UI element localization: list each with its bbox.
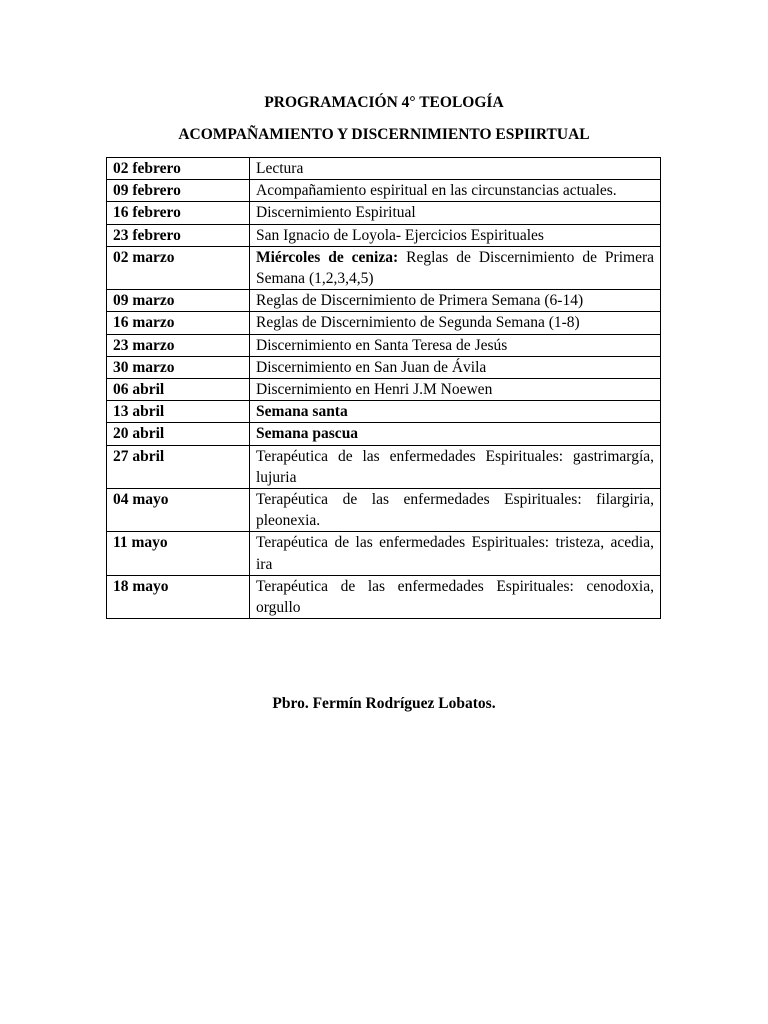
topic-cell <box>250 246 661 289</box>
table-row <box>107 224 661 246</box>
topic-text: Terapéutica de las enfermedades Espirituales: tristeza, acedia, ira <box>256 534 654 573</box>
table-row <box>107 401 661 423</box>
topic-text: San Ignacio de Loyola- Ejercicios Espirituales <box>256 226 544 244</box>
table-row <box>107 246 661 289</box>
document-title: PROGRAMACIÓN 4° TEOLOGÍA <box>264 94 504 111</box>
date-cell: 18 mayo <box>107 575 250 618</box>
table-row <box>107 445 661 488</box>
topic-text: Semana pascua <box>256 425 359 443</box>
topic-text: Reglas de Discernimiento de Segunda Semana (1-8) <box>256 314 580 332</box>
topic-cell <box>250 202 661 224</box>
table-row <box>107 312 661 334</box>
date-cell: 16 marzo <box>107 312 250 334</box>
date-cell: 11 mayo <box>107 532 250 575</box>
topic-cell <box>250 401 661 423</box>
date-cell: 04 mayo <box>107 489 250 532</box>
table-row <box>107 334 661 356</box>
date-cell: 23 febrero <box>107 224 250 246</box>
topic-cell <box>250 180 661 202</box>
date-cell: 20 abril <box>107 423 250 445</box>
topic-text: Acompañamiento espiritual en las circunstancias actuales. <box>256 182 617 200</box>
topic-text: Discernimiento en Henri J.M Noewen <box>256 381 493 399</box>
topic-cell <box>250 532 661 575</box>
topic-cell <box>250 423 661 445</box>
topic-cell <box>250 158 661 180</box>
topic-cell <box>250 224 661 246</box>
topic-text: Terapéutica de las enfermedades Espirituales: cenodoxia, orgullo <box>256 577 654 617</box>
topic-text: Discernimiento en Santa Teresa de Jesús <box>256 336 508 354</box>
date-cell: 09 marzo <box>107 290 250 312</box>
table-row <box>107 180 661 202</box>
table-row <box>107 379 661 401</box>
table-row <box>107 202 661 224</box>
document-subtitle: ACOMPAÑAMIENTO Y DISCERNIMIENTO ESPIIRTUAL <box>178 126 590 143</box>
date-cell: 06 abril <box>107 379 250 401</box>
table-row <box>107 356 661 378</box>
topic-cell <box>250 312 661 334</box>
date-cell: 27 abril <box>107 445 250 488</box>
topic-text: Discernimiento en San Juan de Ávila <box>256 358 487 376</box>
topic-cell <box>250 290 661 312</box>
topic-cell <box>250 379 661 401</box>
topic-cell <box>250 356 661 378</box>
table-row <box>107 575 661 618</box>
topic-cell <box>250 575 661 618</box>
topic-text: Terapéutica de las enfermedades Espirituales: gastrimargía, lujuria <box>256 447 654 486</box>
topic-cell <box>250 445 661 488</box>
topic-text: Discernimiento Espiritual <box>256 204 416 222</box>
date-cell: 30 marzo <box>107 356 250 378</box>
date-cell: 09 febrero <box>107 180 250 202</box>
date-cell: 23 marzo <box>107 334 250 356</box>
topic-text: Semana santa <box>256 403 348 421</box>
topic-bold-prefix: Miércoles de ceniza: <box>256 248 399 266</box>
date-cell: 16 febrero <box>107 202 250 224</box>
table-row <box>107 158 661 180</box>
table-row <box>107 290 661 312</box>
table-row <box>107 423 661 445</box>
date-cell: 13 abril <box>107 401 250 423</box>
table-row <box>107 489 661 532</box>
schedule-table <box>106 157 661 619</box>
topic-text: Reglas de Discernimiento de Primera Semana (6-14) <box>256 292 584 310</box>
topic-cell <box>250 334 661 356</box>
topic-text: Reglas de Discernimiento de Primera Semana (1,2,3,4,5) <box>256 248 654 288</box>
topic-text: Terapéutica de las enfermedades Espirituales: filargiria, pleonexia. <box>256 491 654 530</box>
topic-text: Lectura <box>256 160 304 177</box>
topic-cell <box>250 489 661 532</box>
signature: Pbro. Fermín Rodríguez Lobatos. <box>272 695 496 712</box>
schedule-table-body <box>107 158 661 619</box>
table-row <box>107 532 661 575</box>
date-cell: 02 febrero <box>107 158 250 180</box>
date-cell: 02 marzo <box>107 246 250 289</box>
